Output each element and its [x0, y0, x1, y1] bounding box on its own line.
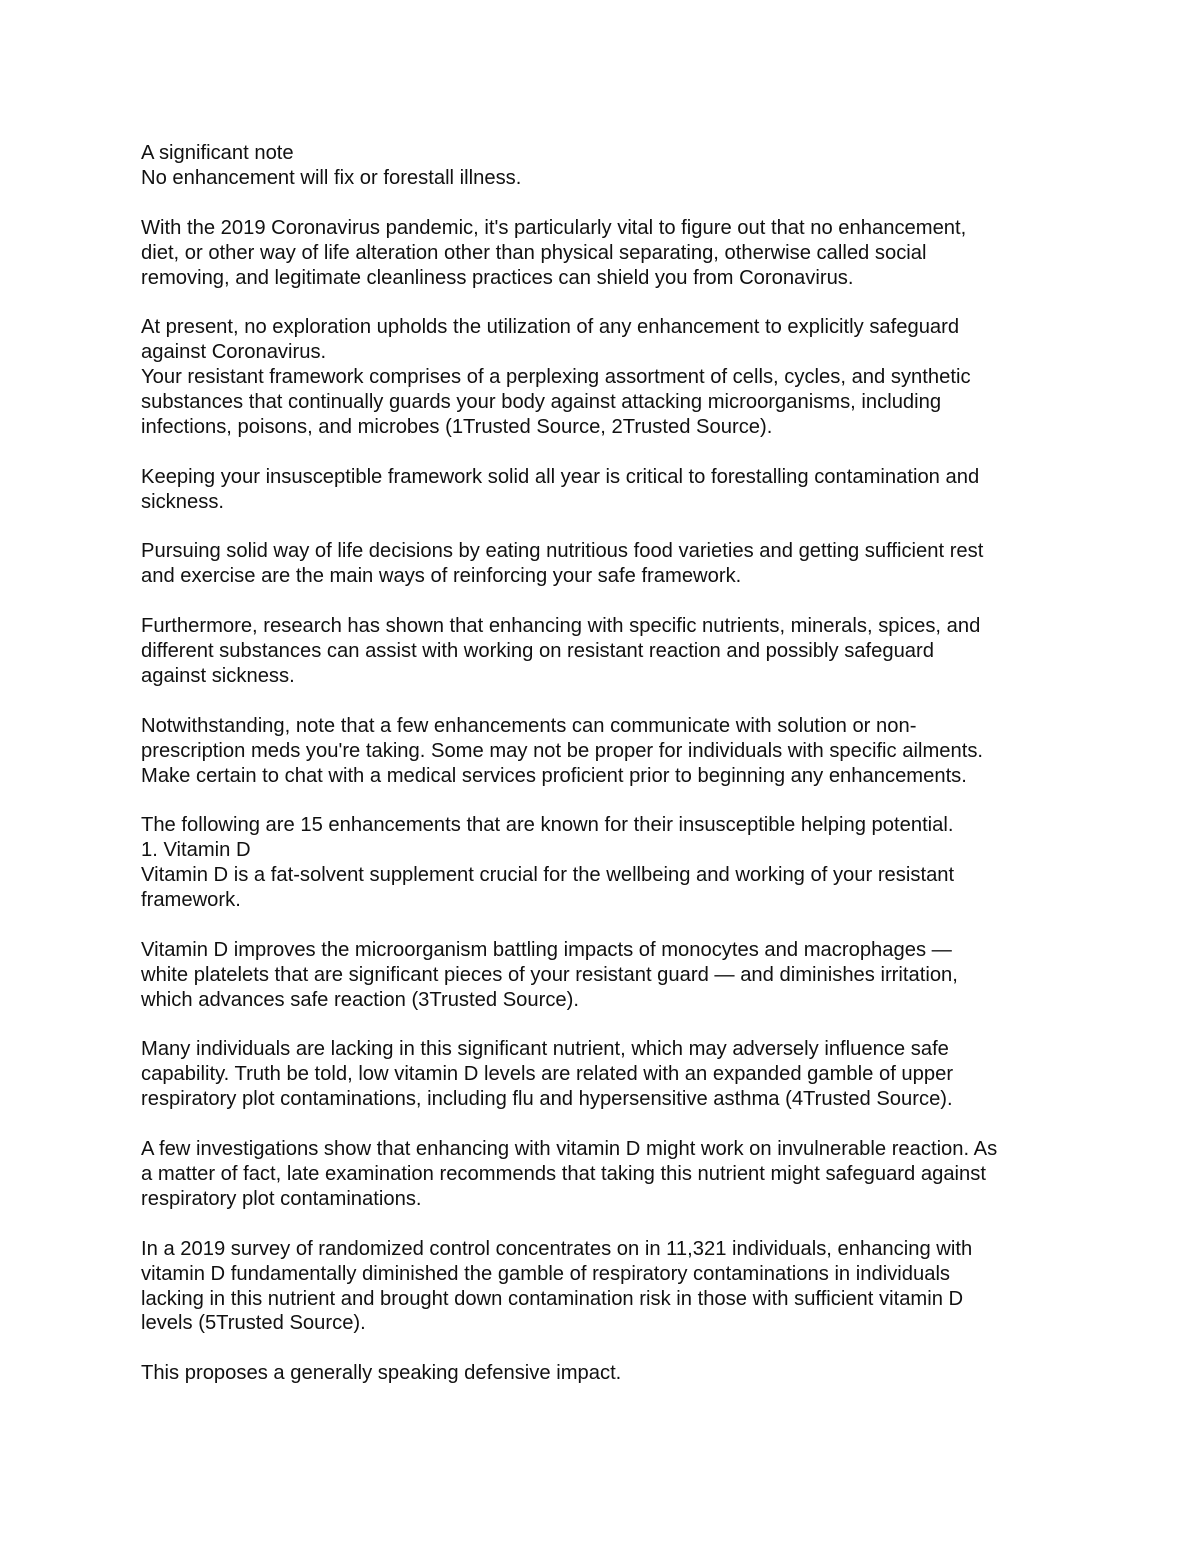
text-line: which advances safe reaction (3Trusted Source).	[141, 988, 579, 1011]
blank-line	[141, 515, 1066, 540]
text-line: At present, no exploration upholds the utilization of any enhancement to explicitly safeguard	[141, 316, 960, 339]
text-line: This proposes a generally speaking defensive impact.	[141, 1362, 622, 1385]
text-line: Many individuals are lacking in this significant nutrient, which may adversely influence safe	[141, 1038, 949, 1061]
blank-line	[141, 913, 1066, 938]
text-line: Pursuing solid way of life decisions by eating nutritious food varieties and getting sufficient rest	[141, 540, 984, 563]
text-line: white platelets that are significant pieces of your resistant guard — and diminishes irritation,	[141, 963, 958, 986]
text-line: Vitamin D improves the microorganism battling impacts of monocytes and macrophages —	[141, 938, 952, 961]
blank-line	[141, 1112, 1066, 1137]
blank-line	[141, 589, 1066, 614]
text-line: vitamin D fundamentally diminished the gamble of respiratory contaminations in individuals	[141, 1262, 951, 1285]
blank-line	[141, 1336, 1066, 1361]
text-line: different substances can assist with working on resistant reaction and possibly safeguard	[141, 640, 934, 663]
text-line: Keeping your insusceptible framework solid all year is critical to forestalling contamination and	[141, 465, 980, 488]
text-line: In a 2019 survey of randomized control concentrates on in 11,321 individuals, enhancing with	[141, 1237, 973, 1260]
text-line: sickness.	[141, 490, 225, 513]
blank-line	[141, 689, 1066, 714]
text-line: A significant note	[141, 142, 294, 164]
text-line: lacking in this nutrient and brought down contamination risk in those with sufficient vitamin D	[141, 1287, 964, 1310]
text-line: respiratory plot contaminations.	[141, 1187, 422, 1210]
blank-line	[141, 1212, 1066, 1237]
text-line: respiratory plot contaminations, including flu and hypersensitive asthma (4Trusted Source).	[141, 1088, 953, 1111]
blank-line	[141, 290, 1066, 315]
blank-line	[141, 440, 1066, 465]
text-line: capability. Truth be told, low vitamin D levels are related with an expanded gamble of upper	[141, 1063, 954, 1086]
text-line: diet, or other way of life alteration other than physical separating, otherwise called social	[141, 241, 927, 264]
text-line: No enhancement will fix or forestall illness.	[141, 166, 522, 189]
text-line: against sickness.	[141, 664, 295, 687]
text-line: infections, poisons, and microbes (1Trusted Source, 2Trusted Source).	[141, 415, 773, 438]
text-line: substances that continually guards your body against attacking microorganisms, including	[141, 391, 942, 414]
blank-line	[141, 788, 1066, 813]
text-line: Your resistant framework comprises of a perplexing assortment of cells, cycles, and synthetic	[141, 366, 971, 389]
text-line: framework.	[141, 889, 241, 912]
text-line: Make certain to chat with a medical services proficient prior to beginning any enhancements.	[141, 764, 967, 787]
text-line: prescription meds you're taking. Some may not be proper for individuals with specific ailments.	[141, 739, 984, 762]
blank-line	[141, 191, 1066, 216]
text-line: levels (5Trusted Source).	[141, 1312, 366, 1335]
text-line: Notwithstanding, note that a few enhancements can communicate with solution or non-	[141, 714, 917, 737]
text-line: Furthermore, research has shown that enhancing with specific nutrients, minerals, spices, and	[141, 615, 981, 638]
text-line: Vitamin D is a fat-solvent supplement crucial for the wellbeing and working of your resistant	[141, 864, 955, 887]
text-line: and exercise are the main ways of reinforcing your safe framework.	[141, 565, 742, 588]
text-line: 1. Vitamin D	[141, 839, 251, 862]
blank-line	[141, 1013, 1066, 1038]
text-line: The following are 15 enhancements that are known for their insusceptible helping potential.	[141, 814, 954, 837]
text-line: against Coronavirus.	[141, 341, 327, 364]
text-line: a matter of fact, late examination recommends that taking this nutrient might safeguard against	[141, 1163, 986, 1185]
text-line: With the 2019 Coronavirus pandemic, it's particularly vital to figure out that no enhancement,	[141, 216, 967, 239]
text-line: removing, and legitimate cleanliness practices can shield you from Coronavirus.	[141, 266, 854, 289]
document-page	[141, 141, 1066, 1386]
text-line: A few investigations show that enhancing with vitamin D might work on invulnerable reaction. As	[141, 1138, 998, 1161]
